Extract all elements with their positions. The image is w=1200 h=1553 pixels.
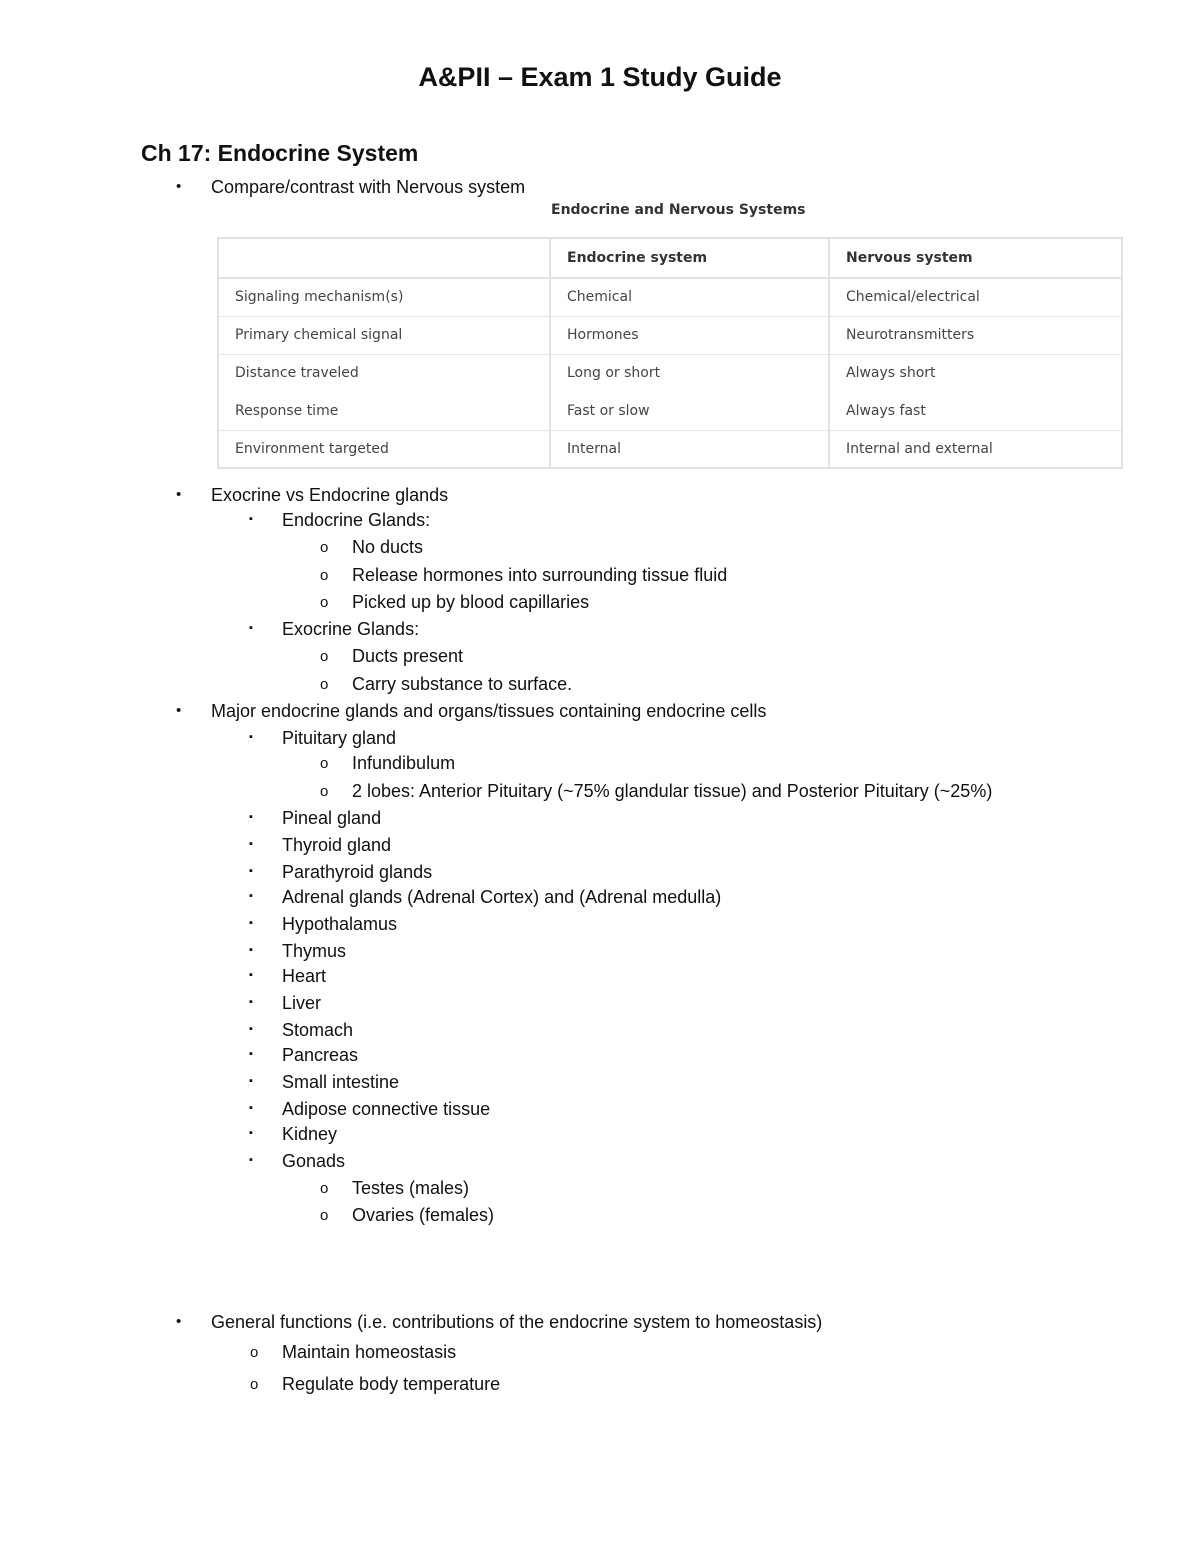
list-item — [320, 1177, 470, 1199]
table-cell: Environment targeted — [218, 430, 550, 468]
circle-bullet-icon: o — [320, 1207, 329, 1224]
list-item — [320, 780, 993, 802]
square-bullet-icon: ▪ — [249, 917, 253, 929]
bullet-exocrine-vs-endocrine — [176, 484, 449, 506]
list-item-text: No ducts — [352, 537, 424, 557]
list-item — [249, 509, 431, 531]
table-cell: Chemical/electrical — [829, 278, 1122, 316]
square-bullet-icon: ▪ — [249, 969, 253, 981]
square-bullet-icon: ▪ — [249, 865, 253, 877]
circle-bullet-icon: o — [320, 783, 329, 800]
list-item — [249, 965, 327, 987]
chapter-heading: Ch 17: Endocrine System — [141, 140, 419, 166]
list-item-text: Carry substance to surface. — [352, 674, 573, 694]
list-item-text: Pancreas — [282, 1045, 359, 1065]
circle-bullet-icon: o — [320, 567, 329, 584]
disc-bullet-icon: • — [176, 486, 182, 503]
table-cell: Primary chemical signal — [218, 316, 550, 354]
list-item — [320, 752, 456, 774]
table-header-row — [218, 238, 1122, 278]
bullet-text: Compare/contrast with Nervous system — [211, 177, 526, 197]
table-cell: Signaling mechanism(s) — [218, 278, 550, 316]
list-item-text: Gonads — [282, 1151, 346, 1171]
comparison-table — [217, 237, 1123, 469]
list-item-text: Maintain homeostasis — [282, 1342, 457, 1362]
list-item-text: Thyroid gland — [282, 835, 392, 855]
list-item — [249, 807, 382, 829]
table-cell: Long or short — [550, 354, 829, 392]
list-item-text: Parathyroid glands — [282, 862, 433, 882]
list-item-text: Hypothalamus — [282, 914, 398, 934]
list-item — [320, 564, 728, 586]
circle-bullet-icon: o — [320, 1180, 329, 1197]
disc-bullet-icon: • — [176, 1313, 182, 1330]
circle-bullet-icon: o — [320, 539, 329, 556]
list-item-text: Adrenal glands (Adrenal Cortex) and (Adrenal medulla) — [282, 887, 722, 907]
table-cell: Neurotransmitters — [829, 316, 1122, 354]
list-item-text: Kidney — [282, 1124, 338, 1144]
list-item — [249, 1071, 400, 1093]
square-bullet-icon: ▪ — [249, 1023, 253, 1035]
square-bullet-icon: ▪ — [249, 944, 253, 956]
list-item — [249, 861, 433, 883]
square-bullet-icon: ▪ — [249, 1127, 253, 1139]
list-item-text: Pituitary gland — [282, 728, 397, 748]
list-item-text: Thymus — [282, 941, 347, 961]
list-item-text: Adipose connective tissue — [282, 1099, 491, 1119]
table-cell: Fast or slow — [550, 392, 829, 430]
disc-bullet-icon: • — [176, 178, 182, 195]
list-item-text: Testes (males) — [352, 1178, 470, 1198]
square-bullet-icon: ▪ — [249, 1154, 253, 1166]
list-item — [249, 886, 722, 908]
list-item — [320, 1204, 495, 1226]
list-item — [249, 834, 392, 856]
table-cell: Internal — [550, 430, 829, 468]
table-header-cell: Nervous system — [829, 238, 1122, 278]
list-item — [249, 618, 420, 640]
table-cell: Always short — [829, 354, 1122, 392]
list-item-text: Endocrine Glands: — [282, 510, 431, 530]
table-row — [218, 316, 1122, 354]
circle-bullet-icon: o — [320, 755, 329, 772]
square-bullet-icon: ▪ — [249, 1048, 253, 1060]
table-cell: Chemical — [550, 278, 829, 316]
table-row — [218, 392, 1122, 430]
circle-bullet-icon: o — [320, 648, 329, 665]
list-item-text: Exocrine Glands: — [282, 619, 420, 639]
list-item — [249, 913, 398, 935]
document-title: A&PII – Exam 1 Study Guide — [418, 62, 782, 92]
table-cell: Hormones — [550, 316, 829, 354]
list-item — [249, 1123, 338, 1145]
square-bullet-icon: ▪ — [249, 838, 253, 850]
list-item — [320, 591, 590, 613]
list-item — [249, 992, 322, 1014]
list-item — [250, 1373, 501, 1395]
circle-bullet-icon: o — [320, 676, 329, 693]
list-item — [249, 727, 397, 749]
list-item — [320, 645, 464, 667]
list-item-text: Ducts present — [352, 646, 464, 666]
table-cell: Internal and external — [829, 430, 1122, 468]
square-bullet-icon: ▪ — [249, 731, 253, 743]
list-item-text: Ovaries (females) — [352, 1205, 495, 1225]
square-bullet-icon: ▪ — [249, 996, 253, 1008]
list-item-text: Release hormones into surrounding tissue fluid — [352, 565, 728, 585]
list-item — [249, 1044, 359, 1066]
disc-bullet-icon: • — [176, 702, 182, 719]
list-item-text: Liver — [282, 993, 322, 1013]
list-item-text: Infundibulum — [352, 753, 456, 773]
table-row — [218, 354, 1122, 392]
list-item-text: 2 lobes: Anterior Pituitary (~75% glandular tissue) and Posterior Pituitary (~25%) — [352, 781, 993, 801]
table-row — [218, 278, 1122, 316]
square-bullet-icon: ▪ — [249, 1075, 253, 1087]
circle-bullet-icon: o — [320, 594, 329, 611]
list-item-text: Regulate body temperature — [282, 1374, 501, 1394]
list-item — [320, 536, 424, 558]
bullet-major-glands — [176, 700, 767, 722]
square-bullet-icon: ▪ — [249, 890, 253, 902]
list-item — [249, 1150, 346, 1172]
list-item — [249, 1019, 354, 1041]
table-cell: Always fast — [829, 392, 1122, 430]
table-row — [218, 430, 1122, 468]
table-header-cell — [218, 238, 550, 278]
bullet-text: Major endocrine glands and organs/tissues containing endocrine cells — [211, 701, 767, 721]
square-bullet-icon: ▪ — [249, 811, 253, 823]
square-bullet-icon: ▪ — [249, 622, 253, 634]
bullet-text: Exocrine vs Endocrine glands — [211, 485, 449, 505]
square-bullet-icon: ▪ — [249, 1102, 253, 1114]
list-item-text: Stomach — [282, 1020, 354, 1040]
circle-bullet-icon: o — [250, 1376, 259, 1393]
list-item-text: Picked up by blood capillaries — [352, 592, 590, 612]
circle-bullet-icon: o — [250, 1344, 259, 1361]
bullet-compare-nervous — [176, 176, 526, 198]
list-item-text: Heart — [282, 966, 327, 986]
list-item — [249, 940, 347, 962]
list-item-text: Small intestine — [282, 1072, 400, 1092]
bullet-general-functions — [176, 1311, 823, 1333]
list-item — [249, 1098, 491, 1120]
bullet-text: General functions (i.e. contributions of the endocrine system to homeostasis) — [211, 1312, 823, 1332]
table-cell: Distance traveled — [218, 354, 550, 392]
list-item-text: Pineal gland — [282, 808, 382, 828]
list-item — [320, 673, 573, 695]
square-bullet-icon: ▪ — [249, 513, 253, 525]
table-cell: Response time — [218, 392, 550, 430]
table-caption: Endocrine and Nervous Systems — [551, 202, 806, 218]
list-item — [250, 1341, 457, 1363]
table-header-cell: Endocrine system — [550, 238, 829, 278]
